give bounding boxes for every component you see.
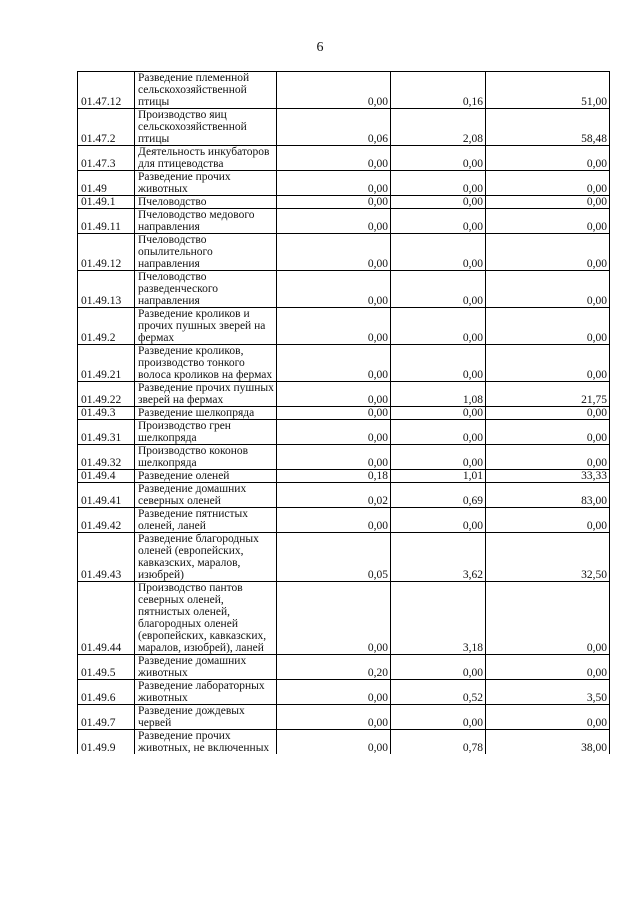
okved-code-cell: 01.49.12 bbox=[78, 234, 135, 271]
value-3-cell: 0,00 bbox=[486, 196, 610, 209]
table-row bbox=[78, 680, 610, 705]
value-3-cell: 51,00 bbox=[486, 72, 610, 109]
value-2-cell: 3,62 bbox=[391, 533, 486, 582]
okved-code-cell: 01.49.1 bbox=[78, 196, 135, 209]
okved-code-cell: 01.49.2 bbox=[78, 308, 135, 345]
value-1-cell: 0,00 bbox=[277, 705, 391, 730]
value-1-cell: 0,00 bbox=[277, 445, 391, 470]
value-2-cell: 0,00 bbox=[391, 209, 486, 234]
okved-code-cell: 01.49.44 bbox=[78, 582, 135, 655]
activity-name-cell: Разведение пятнистых оленей, ланей bbox=[135, 508, 277, 533]
okved-code-cell: 01.49.4 bbox=[78, 470, 135, 483]
value-2-cell: 0,52 bbox=[391, 680, 486, 705]
value-1-cell: 0,00 bbox=[277, 72, 391, 109]
activity-name-cell: Производство пантов северных оленей, пятнистых оленей, благородных оленей (европейских, кавказских, маралов, изюбрей), ланей bbox=[135, 582, 277, 655]
value-1-cell: 0,00 bbox=[277, 407, 391, 420]
okved-code-cell: 01.49.21 bbox=[78, 345, 135, 382]
activity-name-cell: Производство коконов шелкопряда bbox=[135, 445, 277, 470]
table-row bbox=[78, 209, 610, 234]
value-3-cell: 0,00 bbox=[486, 271, 610, 308]
page-number: 6 bbox=[316, 40, 324, 55]
value-3-cell: 0,00 bbox=[486, 420, 610, 445]
value-1-cell: 0,00 bbox=[277, 171, 391, 196]
activity-name-cell: Производство яиц сельскохозяйственной птицы bbox=[135, 109, 277, 146]
table-row bbox=[78, 407, 610, 420]
okved-code-cell: 01.49.6 bbox=[78, 680, 135, 705]
okved-code-cell: 01.47.3 bbox=[78, 146, 135, 171]
value-2-cell: 0,69 bbox=[391, 483, 486, 508]
table-row bbox=[78, 730, 610, 755]
table-row bbox=[78, 705, 610, 730]
value-3-cell: 0,00 bbox=[486, 209, 610, 234]
table-row bbox=[78, 271, 610, 308]
value-1-cell: 0,00 bbox=[277, 209, 391, 234]
value-1-cell: 0,00 bbox=[277, 730, 391, 755]
value-3-cell: 0,00 bbox=[486, 508, 610, 533]
value-2-cell: 0,00 bbox=[391, 420, 486, 445]
value-1-cell: 0,05 bbox=[277, 533, 391, 582]
activity-name-cell: Разведение кроликов, производство тонкого волоса кроликов на фермах bbox=[135, 345, 277, 382]
value-1-cell: 0,00 bbox=[277, 680, 391, 705]
table-row bbox=[78, 109, 610, 146]
okved-code-cell: 01.49.3 bbox=[78, 407, 135, 420]
okved-code-cell: 01.49.22 bbox=[78, 382, 135, 407]
table-row bbox=[78, 196, 610, 209]
value-1-cell: 0,00 bbox=[277, 271, 391, 308]
table-row bbox=[78, 382, 610, 407]
okved-code-cell: 01.49.5 bbox=[78, 655, 135, 680]
table-row bbox=[78, 533, 610, 582]
table-row bbox=[78, 345, 610, 382]
okved-code-cell: 01.49 bbox=[78, 171, 135, 196]
value-3-cell: 58,48 bbox=[486, 109, 610, 146]
value-1-cell: 0,00 bbox=[277, 508, 391, 533]
value-2-cell: 3,18 bbox=[391, 582, 486, 655]
value-1-cell: 0,20 bbox=[277, 655, 391, 680]
activity-name-cell: Разведение племенной сельскохозяйственной птицы bbox=[135, 72, 277, 109]
okved-code-cell: 01.47.12 bbox=[78, 72, 135, 109]
value-2-cell: 0,00 bbox=[391, 508, 486, 533]
value-2-cell: 0,00 bbox=[391, 196, 486, 209]
okved-code-cell: 01.47.2 bbox=[78, 109, 135, 146]
value-1-cell: 0,18 bbox=[277, 470, 391, 483]
activity-name-cell: Разведение прочих пушных зверей на фермах bbox=[135, 382, 277, 407]
okved-code-cell: 01.49.42 bbox=[78, 508, 135, 533]
value-2-cell: 0,16 bbox=[391, 72, 486, 109]
activity-name-cell: Производство грен шелкопряда bbox=[135, 420, 277, 445]
activity-name-cell: Разведение домашних животных bbox=[135, 655, 277, 680]
value-2-cell: 0,00 bbox=[391, 407, 486, 420]
table-row bbox=[78, 72, 610, 109]
table-row bbox=[78, 483, 610, 508]
value-1-cell: 0,02 bbox=[277, 483, 391, 508]
okved-code-cell: 01.49.32 bbox=[78, 445, 135, 470]
value-1-cell: 0,00 bbox=[277, 308, 391, 345]
activity-table bbox=[77, 71, 610, 754]
okved-code-cell: 01.49.41 bbox=[78, 483, 135, 508]
table-body bbox=[78, 72, 610, 755]
value-2-cell: 1,01 bbox=[391, 470, 486, 483]
activity-name-cell: Разведение шелкопряда bbox=[135, 407, 277, 420]
table-row bbox=[78, 470, 610, 483]
table-row bbox=[78, 582, 610, 655]
value-3-cell: 21,75 bbox=[486, 382, 610, 407]
value-3-cell: 3,50 bbox=[486, 680, 610, 705]
activity-name-cell: Разведение прочих животных bbox=[135, 171, 277, 196]
value-2-cell: 0,00 bbox=[391, 345, 486, 382]
value-3-cell: 0,00 bbox=[486, 345, 610, 382]
value-2-cell: 0,00 bbox=[391, 705, 486, 730]
value-2-cell: 0,00 bbox=[391, 655, 486, 680]
table-row bbox=[78, 234, 610, 271]
value-2-cell: 0,00 bbox=[391, 146, 486, 171]
value-2-cell: 2,08 bbox=[391, 109, 486, 146]
value-1-cell: 0,00 bbox=[277, 146, 391, 171]
value-3-cell: 33,33 bbox=[486, 470, 610, 483]
value-1-cell: 0,00 bbox=[277, 345, 391, 382]
value-2-cell: 0,00 bbox=[391, 445, 486, 470]
value-3-cell: 0,00 bbox=[486, 445, 610, 470]
value-1-cell: 0,00 bbox=[277, 234, 391, 271]
activity-name-cell: Разведение оленей bbox=[135, 470, 277, 483]
value-3-cell: 0,00 bbox=[486, 705, 610, 730]
activity-name-cell: Пчеловодство bbox=[135, 196, 277, 209]
table-row bbox=[78, 445, 610, 470]
activity-name-cell: Разведение дождевых червей bbox=[135, 705, 277, 730]
value-3-cell: 0,00 bbox=[486, 171, 610, 196]
value-1-cell: 0,00 bbox=[277, 382, 391, 407]
value-3-cell: 0,00 bbox=[486, 407, 610, 420]
value-3-cell: 32,50 bbox=[486, 533, 610, 582]
value-3-cell: 0,00 bbox=[486, 582, 610, 655]
activity-name-cell: Пчеловодство медового направления bbox=[135, 209, 277, 234]
okved-code-cell: 01.49.31 bbox=[78, 420, 135, 445]
value-3-cell: 0,00 bbox=[486, 146, 610, 171]
table-row bbox=[78, 420, 610, 445]
activity-name-cell: Пчеловодство разведенческого направления bbox=[135, 271, 277, 308]
activity-name-cell: Разведение домашних северных оленей bbox=[135, 483, 277, 508]
activity-name-cell: Разведение кроликов и прочих пушных зверей на фермах bbox=[135, 308, 277, 345]
activity-name-cell: Разведение прочих животных, не включенных bbox=[135, 730, 277, 755]
value-3-cell: 83,00 bbox=[486, 483, 610, 508]
activity-name-cell: Деятельность инкубаторов для птицеводства bbox=[135, 146, 277, 171]
table-row bbox=[78, 655, 610, 680]
table-row bbox=[78, 508, 610, 533]
okved-code-cell: 01.49.7 bbox=[78, 705, 135, 730]
value-3-cell: 0,00 bbox=[486, 655, 610, 680]
value-3-cell: 0,00 bbox=[486, 234, 610, 271]
value-2-cell: 0,00 bbox=[391, 271, 486, 308]
activity-name-cell: Пчеловодство опылительного направления bbox=[135, 234, 277, 271]
table-row bbox=[78, 308, 610, 345]
table-row bbox=[78, 146, 610, 171]
value-1-cell: 0,06 bbox=[277, 109, 391, 146]
value-1-cell: 0,00 bbox=[277, 196, 391, 209]
value-1-cell: 0,00 bbox=[277, 420, 391, 445]
table-row bbox=[78, 171, 610, 196]
activity-name-cell: Разведение лабораторных животных bbox=[135, 680, 277, 705]
value-2-cell: 0,00 bbox=[391, 171, 486, 196]
okved-code-cell: 01.49.11 bbox=[78, 209, 135, 234]
value-1-cell: 0,00 bbox=[277, 582, 391, 655]
value-3-cell: 38,00 bbox=[486, 730, 610, 755]
okved-code-cell: 01.49.9 bbox=[78, 730, 135, 755]
okved-code-cell: 01.49.13 bbox=[78, 271, 135, 308]
value-2-cell: 1,08 bbox=[391, 382, 486, 407]
activity-name-cell: Разведение благородных оленей (европейских, кавказских, маралов, изюбрей) bbox=[135, 533, 277, 582]
value-3-cell: 0,00 bbox=[486, 308, 610, 345]
value-2-cell: 0,00 bbox=[391, 234, 486, 271]
value-2-cell: 0,00 bbox=[391, 308, 486, 345]
okved-code-cell: 01.49.43 bbox=[78, 533, 135, 582]
value-2-cell: 0,78 bbox=[391, 730, 486, 755]
